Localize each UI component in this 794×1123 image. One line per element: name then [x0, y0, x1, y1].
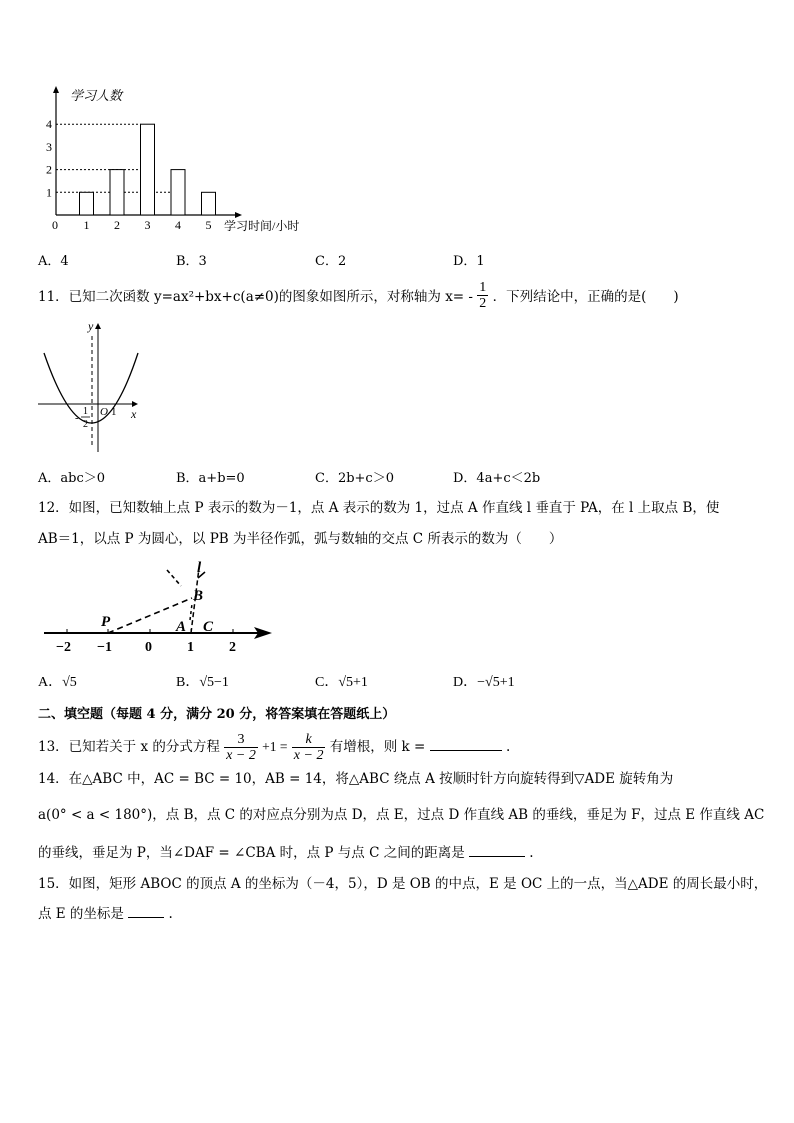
chart-ytick-2: 2 [46, 162, 52, 177]
chart-xtick-1: 1 [83, 218, 90, 232]
q13-frac-right [292, 732, 326, 763]
chart-ytick-3: 3 [46, 139, 52, 154]
q11-stem-b: ．下列结论中，正确的是( ) [492, 289, 679, 305]
tick-label-neg1: −1 [97, 640, 112, 655]
chart-xtick-4: 4 [175, 218, 181, 232]
q14-line3 [38, 842, 534, 863]
q14-line1: 14．在△ABC 中，AC = BC = 10，AB = 14，将△ABC 绕点 A 按顺时针方向旋转得到▽ADE 旋转角为 [38, 771, 674, 787]
chart-xtick-0: 0 [52, 218, 58, 232]
q11-stem [38, 280, 679, 311]
q12-option-a[interactable]: A．√5 [38, 675, 77, 690]
chart-bar-4 [171, 170, 185, 215]
tick-label-2: 2 [229, 640, 236, 655]
q13-frac1-num: 3 [224, 732, 258, 748]
q12-stem-line2: AB＝1，以点 P 为圆心，以 PB 为半径作弧，弧与数轴的交点 C 所表示的数为（ ） [38, 531, 563, 547]
label-A: A [176, 619, 187, 635]
graph-half-minus: - [75, 412, 79, 424]
q14-answer-blank[interactable] [469, 842, 525, 857]
chart-xtick-2: 2 [114, 218, 120, 232]
q13-frac2-num: k [292, 732, 326, 748]
graph-half-den: 2 [83, 419, 88, 430]
q12-option-d[interactable]: D．−√5+1 [453, 675, 515, 690]
chart-ylabel: 学习人数 [70, 88, 123, 103]
tick-label-neg2: −2 [56, 640, 71, 655]
q12-stem-line1: 12．如图，已知数轴上点 P 表示的数为－1，点 A 表示的数为 1，过点 A 作直线 l 垂直于 PA，在 l 上取点 B，使 [38, 500, 720, 516]
q13-pre: 13．已知若关于 x 的分式方程 [38, 739, 220, 755]
chart-ytick-4: 4 [46, 117, 52, 132]
q13-mid: +1 = [262, 739, 288, 754]
graph-origin-label: O [100, 406, 108, 418]
q15-line2 [38, 903, 173, 924]
q11-parabola-graph [36, 318, 146, 458]
section-heading-fill-in: 二、填空题（每题 4 分，满分 20 分，将答案填在答题纸上） [38, 707, 396, 722]
q12-number-line-figure [40, 558, 280, 658]
q15-end: . [168, 906, 173, 922]
q10-bar-chart [40, 82, 330, 240]
chart-bar-5 [202, 192, 216, 215]
label-C: C [203, 619, 214, 635]
q11-frac-den: 2 [479, 296, 487, 311]
q13-frac2-den: x − 2 [293, 748, 324, 763]
chart-x-arrow [235, 212, 242, 218]
q11-option-b[interactable]: B．a+b=0 [176, 471, 245, 486]
q11-axis-fraction [477, 280, 488, 311]
q15-line1: 15．如图，矩形 ABOC 的顶点 A 的坐标为（－4，5），D 是 OB 的中点，E 是 OC 上的一点，当△ADE 的周长最小时， [38, 876, 768, 892]
chart-bar-2 [110, 170, 124, 215]
q10-option-b[interactable]: B．3 [176, 254, 207, 269]
q11-option-a[interactable]: A．abc＞0 [38, 471, 106, 486]
chart-bar-3 [141, 124, 155, 215]
graph-y-label: y [88, 319, 94, 333]
label-P: P [101, 614, 111, 630]
label-B: B [193, 588, 204, 604]
arc-mark-2 [190, 604, 192, 620]
q11-frac-num: 1 [479, 280, 487, 295]
q11-option-c[interactable]: C．2b+c＞0 [315, 471, 394, 486]
q14-line2: a(0° < a < 180°)，点 B，点 C 的对应点分别为点 D，点 E，过点 D 作直线 AB 的垂线，垂足为 F，过点 E 作直线 AC [38, 807, 765, 823]
chart-xlabel: 学习时间/小时 [224, 219, 300, 233]
parabola-curve [44, 353, 138, 423]
q14-end: . [529, 845, 534, 861]
q11-stem-a: 11．已知二次函数 y=ax²+bx+c(a≠0)的图象如图所示，对称轴为 x= - [38, 289, 473, 305]
q15-line2-text: 点 E 的坐标是 [38, 906, 124, 922]
q10-option-c[interactable]: C．2 [315, 254, 347, 269]
q13-stem [38, 732, 510, 763]
q13-frac-left [224, 732, 258, 763]
q12-option-c[interactable]: C．√5+1 [315, 675, 368, 690]
chart-ytick-1: 1 [46, 185, 52, 200]
q15-answer-blank[interactable] [128, 903, 164, 918]
graph-x-label: x [131, 407, 137, 421]
q13-frac1-den: x − 2 [226, 748, 256, 763]
label-l: l [197, 560, 202, 576]
chart-xtick-5: 5 [205, 218, 212, 232]
q11-option-d[interactable]: D．4a+c＜2b [453, 471, 541, 486]
chart-y-arrow [53, 86, 59, 93]
tick-label-0: 0 [145, 640, 152, 655]
chart-plot-area [46, 86, 242, 232]
tick-label-1: 1 [187, 640, 194, 655]
y-axis-arrow [95, 323, 101, 329]
q13-answer-blank[interactable] [430, 736, 502, 751]
arc-mark-1 [167, 570, 181, 586]
graph-one-label: 1 [111, 406, 117, 418]
q13-end: . [505, 739, 511, 755]
q10-option-d[interactable]: D．1 [453, 254, 485, 269]
q13-post: 有增根，则 k = [329, 739, 426, 755]
chart-xtick-3: 3 [144, 218, 151, 232]
graph-half-num: 1 [83, 406, 88, 417]
q14-line3-text: 的垂线，垂足为 P，当∠DAF = ∠CBA 时，点 P 与点 C 之间的距离是 [38, 845, 465, 861]
chart-bar-1 [80, 192, 94, 215]
q10-option-a[interactable]: A．4 [38, 254, 69, 269]
q12-option-b[interactable]: B．√5−1 [176, 675, 229, 690]
